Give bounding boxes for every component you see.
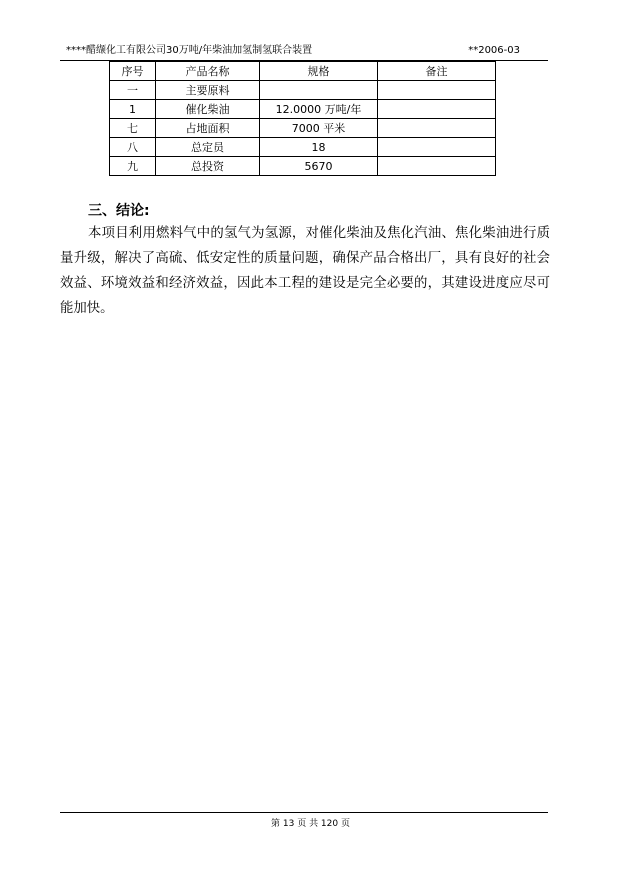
table-cell: 7000 平米 — [260, 119, 378, 138]
table-cell: 九 — [110, 157, 156, 176]
table-cell — [378, 119, 496, 138]
col-header-spec: 规格 — [260, 62, 378, 81]
col-header-remarks: 备注 — [378, 62, 496, 81]
table-row — [110, 157, 496, 176]
table-cell — [378, 100, 496, 119]
col-header-product-name: 产品名称 — [156, 62, 260, 81]
page-header — [60, 44, 548, 61]
col-header-index: 序号 — [110, 62, 156, 81]
table-cell: 催化柴油 — [156, 100, 260, 119]
table-row — [110, 100, 496, 119]
table-cell: 占地面积 — [156, 119, 260, 138]
table-cell: 12.0000 万吨/年 — [260, 100, 378, 119]
table-cell — [378, 138, 496, 157]
footer-divider — [60, 812, 548, 813]
table-cell: 八 — [110, 138, 156, 157]
table-header-row — [110, 62, 496, 81]
table-cell — [378, 81, 496, 100]
header-date: **2006-03 — [468, 45, 520, 56]
table-cell: 主要原料 — [156, 81, 260, 100]
table-cell: 七 — [110, 119, 156, 138]
table-cell: 总定员 — [156, 138, 260, 157]
table-cell: 总投资 — [156, 157, 260, 176]
table-cell: 一 — [110, 81, 156, 100]
header-title: ****醋缬化工有限公司30万吨/年柴油加氢制氢联合装置 — [66, 45, 313, 56]
table-cell — [378, 157, 496, 176]
table-row — [110, 138, 496, 157]
table-cell — [260, 81, 378, 100]
page-number: 第 13 页 共 120 页 — [271, 819, 350, 829]
table-row — [110, 81, 496, 100]
table-cell: 18 — [260, 138, 378, 157]
section-title: 三、结论: — [88, 203, 150, 219]
table-cell: 5670 — [260, 157, 378, 176]
table-row — [110, 119, 496, 138]
conclusion-paragraph: 本项目利用燃料气中的氢气为氢源，对催化柴油及焦化汽油、焦化柴油进行质量升级，解决了高硫、低安定性的质量问题，确保产品合格出厂，具有良好的社会效益、环境效益和经济效益，因此本工程的建设是完全必要的，其建设进度应尽可能加快。 — [60, 226, 550, 316]
table-cell: 1 — [110, 100, 156, 119]
product-spec-table — [109, 61, 496, 176]
